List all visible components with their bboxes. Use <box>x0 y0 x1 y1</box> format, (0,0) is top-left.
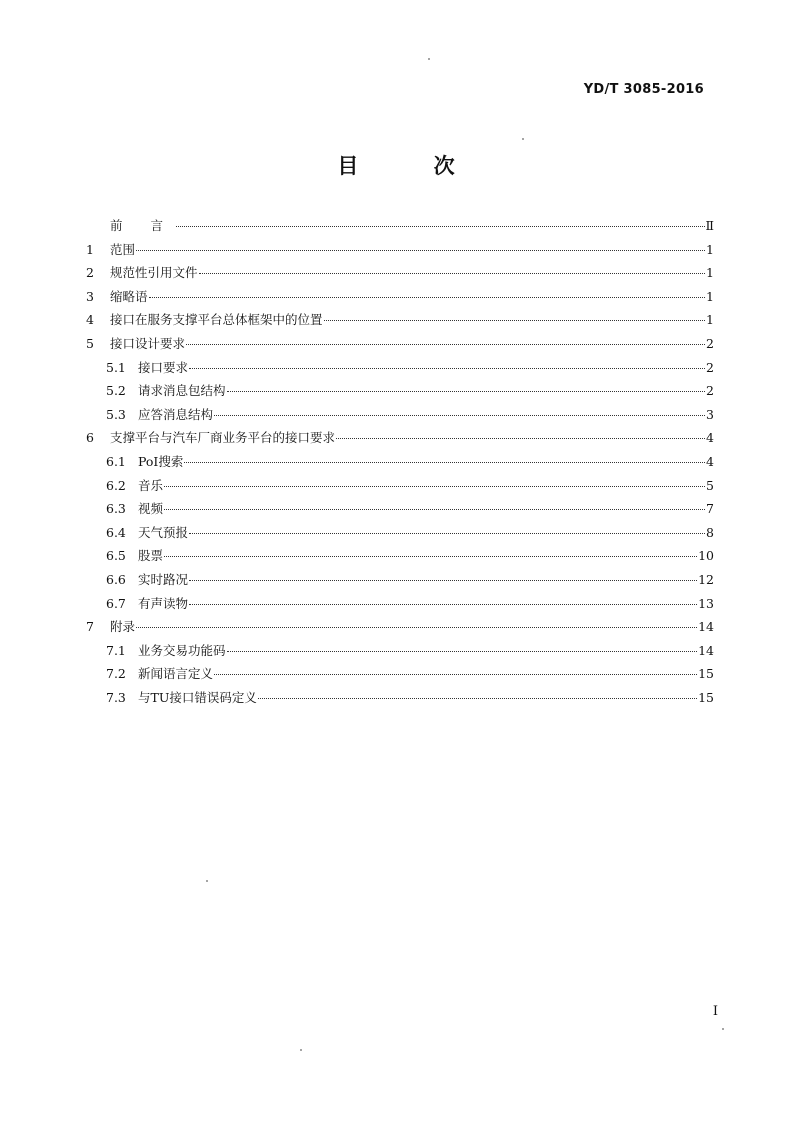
toc-entry-page: 1 <box>706 288 714 304</box>
toc-entry[interactable] <box>86 403 714 427</box>
toc-entry[interactable] <box>86 568 714 592</box>
toc-dot-leader <box>227 391 705 392</box>
toc-entry-label: 接口设计要求 <box>110 335 186 351</box>
toc-dot-leader <box>164 556 697 557</box>
toc-dot-leader <box>184 462 705 463</box>
toc-entry-number: 7.3 <box>106 689 126 705</box>
toc-entry-label: 缩略语 <box>110 288 148 304</box>
toc-dot-leader <box>136 627 697 628</box>
toc-entry-number: 5.2 <box>106 383 126 399</box>
toc-entry-label: 有声读物 <box>138 595 189 611</box>
toc-entry-page: 12 <box>698 571 714 587</box>
toc-entry[interactable] <box>86 662 714 686</box>
toc-entry[interactable] <box>86 450 714 474</box>
scan-speck <box>206 880 208 882</box>
toc-dot-leader <box>189 533 705 534</box>
toc-entry-page: 15 <box>698 666 714 682</box>
toc-entry-label: 支撑平台与汽车厂商业务平台的接口要求 <box>110 430 336 446</box>
toc-entry-page: 2 <box>706 359 714 375</box>
toc-entry[interactable] <box>86 356 714 380</box>
toc-entry-label: 新闻语言定义 <box>138 666 214 682</box>
toc-dot-leader <box>258 698 697 699</box>
toc-entry[interactable] <box>86 592 714 616</box>
toc-dot-leader <box>164 509 705 510</box>
toc-dot-leader <box>227 651 698 652</box>
toc-dot-leader <box>214 674 697 675</box>
toc-entry[interactable] <box>86 426 714 450</box>
toc-entry-label: 附录 <box>110 619 136 635</box>
toc-entry-page: 4 <box>706 453 714 469</box>
toc-dot-leader <box>214 415 705 416</box>
toc-entry-number: 6.2 <box>106 477 126 493</box>
toc-entry-label: 请求消息包结构 <box>138 383 226 399</box>
toc-entry-label: 音乐 <box>138 477 164 493</box>
toc-dot-leader <box>136 250 705 251</box>
toc-entry-page: 2 <box>706 383 714 399</box>
toc-entry-number: 5.1 <box>106 359 126 375</box>
toc-entry[interactable] <box>86 544 714 568</box>
toc-entry[interactable] <box>86 521 714 545</box>
toc-dot-leader <box>324 320 705 321</box>
toc-entry-number: 7.1 <box>106 642 126 658</box>
toc-entry-page: 15 <box>698 689 714 705</box>
scan-speck <box>522 138 524 140</box>
toc-entry[interactable] <box>86 285 714 309</box>
toc-entry-label: 范围 <box>110 241 136 257</box>
standard-code: YD/T 3085-2016 <box>583 82 704 97</box>
toc-dot-leader <box>199 273 705 274</box>
toc-dot-leader <box>186 344 705 345</box>
toc-dot-leader <box>176 226 705 227</box>
toc-entry[interactable] <box>86 615 714 639</box>
toc-entry-page: 5 <box>706 477 714 493</box>
toc-entry[interactable] <box>86 214 714 238</box>
toc-dot-leader <box>189 580 697 581</box>
toc-dot-leader <box>189 368 705 369</box>
toc-entry-page: 3 <box>706 406 714 422</box>
toc-entry-page: 2 <box>706 335 714 351</box>
toc-entry-number: 2 <box>86 265 94 281</box>
toc-entry-page: 8 <box>706 524 714 540</box>
toc-entry-label: 实时路况 <box>138 571 189 587</box>
toc-entry-label: 股票 <box>138 548 164 564</box>
toc-entry-page: 14 <box>698 619 714 635</box>
toc-entry-number: 7.2 <box>106 666 126 682</box>
toc-entry-label: 接口在服务支撑平台总体框架中的位置 <box>110 312 323 328</box>
toc-dot-leader <box>336 438 705 439</box>
toc-entry-label: 应答消息结构 <box>138 406 214 422</box>
toc-entry-label: 视频 <box>138 501 164 517</box>
toc-dot-leader <box>189 604 697 605</box>
scan-speck <box>300 1049 302 1051</box>
toc-entry-label: 前 言 <box>110 218 175 233</box>
toc-entry-label: PoI搜索 <box>138 453 184 469</box>
toc-entry[interactable] <box>86 261 714 285</box>
toc-entry-number: 5.3 <box>106 406 126 422</box>
toc-entry-number: 6.6 <box>106 571 126 587</box>
toc-entry[interactable] <box>86 308 714 332</box>
toc-entry[interactable] <box>86 639 714 663</box>
toc-entry[interactable] <box>86 686 714 710</box>
toc-entry[interactable] <box>86 238 714 262</box>
toc-entry-number: 7 <box>86 619 94 635</box>
table-of-contents <box>86 214 714 709</box>
toc-dot-leader <box>149 297 705 298</box>
toc-entry-page: 10 <box>698 548 714 564</box>
toc-entry-label: 规范性引用文件 <box>110 265 198 281</box>
toc-entry-label: 天气预报 <box>138 524 189 540</box>
toc-dot-leader <box>164 486 705 487</box>
toc-entry-page: Ⅱ <box>705 218 714 233</box>
toc-entry[interactable] <box>86 379 714 403</box>
toc-entry-number: 5 <box>86 335 94 351</box>
toc-entry-number: 6.4 <box>106 524 126 540</box>
scan-speck <box>722 1028 724 1030</box>
toc-entry-number: 6 <box>86 430 94 446</box>
toc-entry-page: 4 <box>706 430 714 446</box>
toc-entry-page: 1 <box>706 265 714 281</box>
toc-entry-number: 6.1 <box>106 453 126 469</box>
toc-entry-number: 1 <box>86 241 94 257</box>
toc-entry-number: 4 <box>86 312 94 328</box>
toc-entry-number: 3 <box>86 288 94 304</box>
toc-entry[interactable] <box>86 474 714 498</box>
toc-entry-page: 14 <box>698 642 714 658</box>
toc-entry[interactable] <box>86 497 714 521</box>
scan-speck <box>428 58 430 60</box>
toc-entry-number: 6.3 <box>106 501 126 517</box>
toc-entry-number: 6.5 <box>106 548 126 564</box>
page-number: I <box>712 1004 718 1019</box>
toc-entry-page: 7 <box>706 501 714 517</box>
toc-entry-label: 业务交易功能码 <box>138 642 226 658</box>
toc-entry-page: 1 <box>706 241 714 257</box>
toc-entry-number: 6.7 <box>106 595 126 611</box>
toc-entry-page: 1 <box>706 312 714 328</box>
page-title: 目 次 <box>337 154 489 178</box>
toc-entry-page: 13 <box>698 595 714 611</box>
toc-entry-label: 与TU接口错误码定义 <box>138 689 257 705</box>
toc-entry-label: 接口要求 <box>138 359 189 375</box>
toc-entry[interactable] <box>86 332 714 356</box>
